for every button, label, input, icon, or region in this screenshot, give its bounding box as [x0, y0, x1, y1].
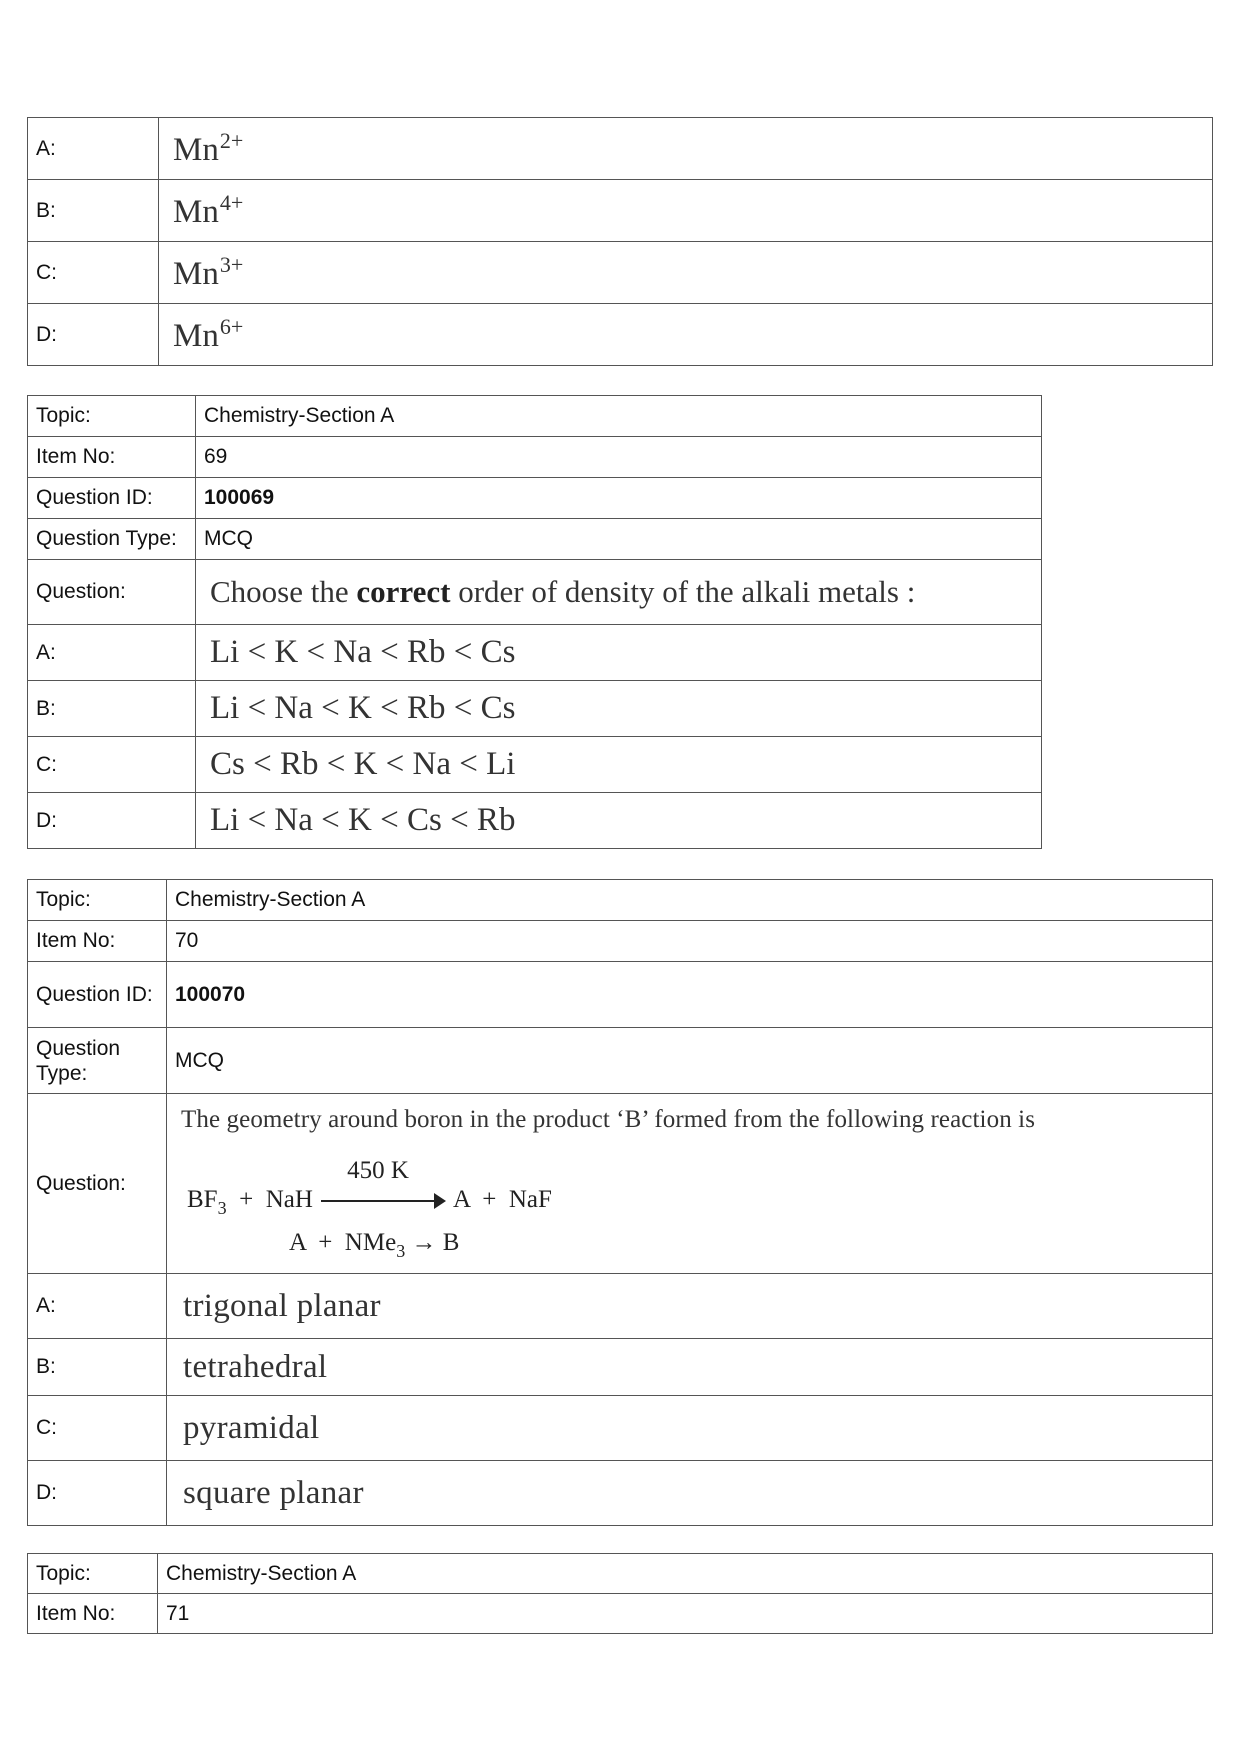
reaction-equation-2: A + NMe$_3$ → B — [289, 1229, 460, 1261]
option-label: B: — [28, 1339, 167, 1396]
prev-question-options-table — [27, 117, 1213, 366]
option-value: $Mn^{6+}$ — [159, 304, 1213, 366]
topic-value: Chemistry-Section A — [158, 1554, 1213, 1594]
option-value: square planar — [167, 1461, 1213, 1526]
option-value: Li < K < Na < Rb < Cs — [196, 625, 1042, 681]
question-71-table — [27, 1553, 1213, 1634]
option-value: Cs < Rb < K < Na < Li — [196, 737, 1042, 793]
question-type-value: MCQ — [167, 1028, 1213, 1094]
question-id-label: Question ID: — [28, 962, 167, 1028]
option-row — [28, 737, 1042, 793]
option-label: D: — [28, 1461, 167, 1526]
question-content — [167, 1094, 1213, 1274]
item-no-label: Item No: — [28, 1594, 158, 1634]
option-label: B: — [28, 180, 159, 242]
topic-label: Topic: — [28, 396, 196, 437]
question-type-label: Question Type: — [28, 1028, 167, 1094]
option-row — [28, 242, 1213, 304]
option-label: C: — [28, 1396, 167, 1461]
option-label: D: — [28, 304, 159, 366]
option-row — [28, 304, 1213, 366]
option-label: A: — [28, 625, 196, 681]
item-no-value: 71 — [158, 1594, 1213, 1634]
option-row — [28, 1461, 1213, 1526]
option-label: A: — [28, 1274, 167, 1339]
question-69-table — [27, 395, 1042, 849]
option-row — [28, 1339, 1213, 1396]
reaction-equation-1: $BF_3$ + NaH 450 K A + NaF — [187, 1157, 552, 1218]
item-no-label: Item No: — [28, 437, 196, 478]
topic-value: Chemistry-Section A — [196, 396, 1042, 437]
option-row — [28, 1396, 1213, 1461]
option-label: A: — [28, 118, 159, 180]
topic-label: Topic: — [28, 1554, 158, 1594]
topic-label: Topic: — [28, 880, 167, 921]
option-value: pyramidal — [167, 1396, 1213, 1461]
question-70-table — [27, 879, 1213, 1526]
option-row — [28, 180, 1213, 242]
question-id-label: Question ID: — [28, 478, 196, 519]
option-row — [28, 1274, 1213, 1339]
option-label: C: — [28, 737, 196, 793]
option-row — [28, 118, 1213, 180]
option-value: Li < Na < K < Cs < Rb — [196, 793, 1042, 849]
option-row — [28, 793, 1042, 849]
question-label: Question: — [28, 560, 196, 625]
option-value: Li < Na < K < Rb < Cs — [196, 681, 1042, 737]
item-no-label: Item No: — [28, 921, 167, 962]
question-type-label: Question Type: — [28, 519, 196, 560]
option-value: trigonal planar — [167, 1274, 1213, 1339]
question-id-value: 100070 — [167, 962, 1213, 1028]
question-type-value: MCQ — [196, 519, 1042, 560]
reaction-arrow: 450 K — [321, 1191, 446, 1211]
option-row — [28, 625, 1042, 681]
option-label: C: — [28, 242, 159, 304]
option-value: $Mn^{2+}$ — [159, 118, 1213, 180]
option-row — [28, 681, 1042, 737]
option-value: $Mn^{4+}$ — [159, 180, 1213, 242]
question-id-value: 100069 — [196, 478, 1042, 519]
option-value: tetrahedral — [167, 1339, 1213, 1396]
option-value: $Mn^{3+}$ — [159, 242, 1213, 304]
option-label: B: — [28, 681, 196, 737]
item-no-value: 69 — [196, 437, 1042, 478]
question-label: Question: — [28, 1094, 167, 1274]
topic-value: Chemistry-Section A — [167, 880, 1213, 921]
question-text: Choose the correct order of density of the alkali metals : — [196, 560, 1042, 625]
question-text: The geometry around boron in the product ‘B’ formed from the following reaction is — [181, 1106, 1036, 1133]
item-no-value: 70 — [167, 921, 1213, 962]
option-label: D: — [28, 793, 196, 849]
